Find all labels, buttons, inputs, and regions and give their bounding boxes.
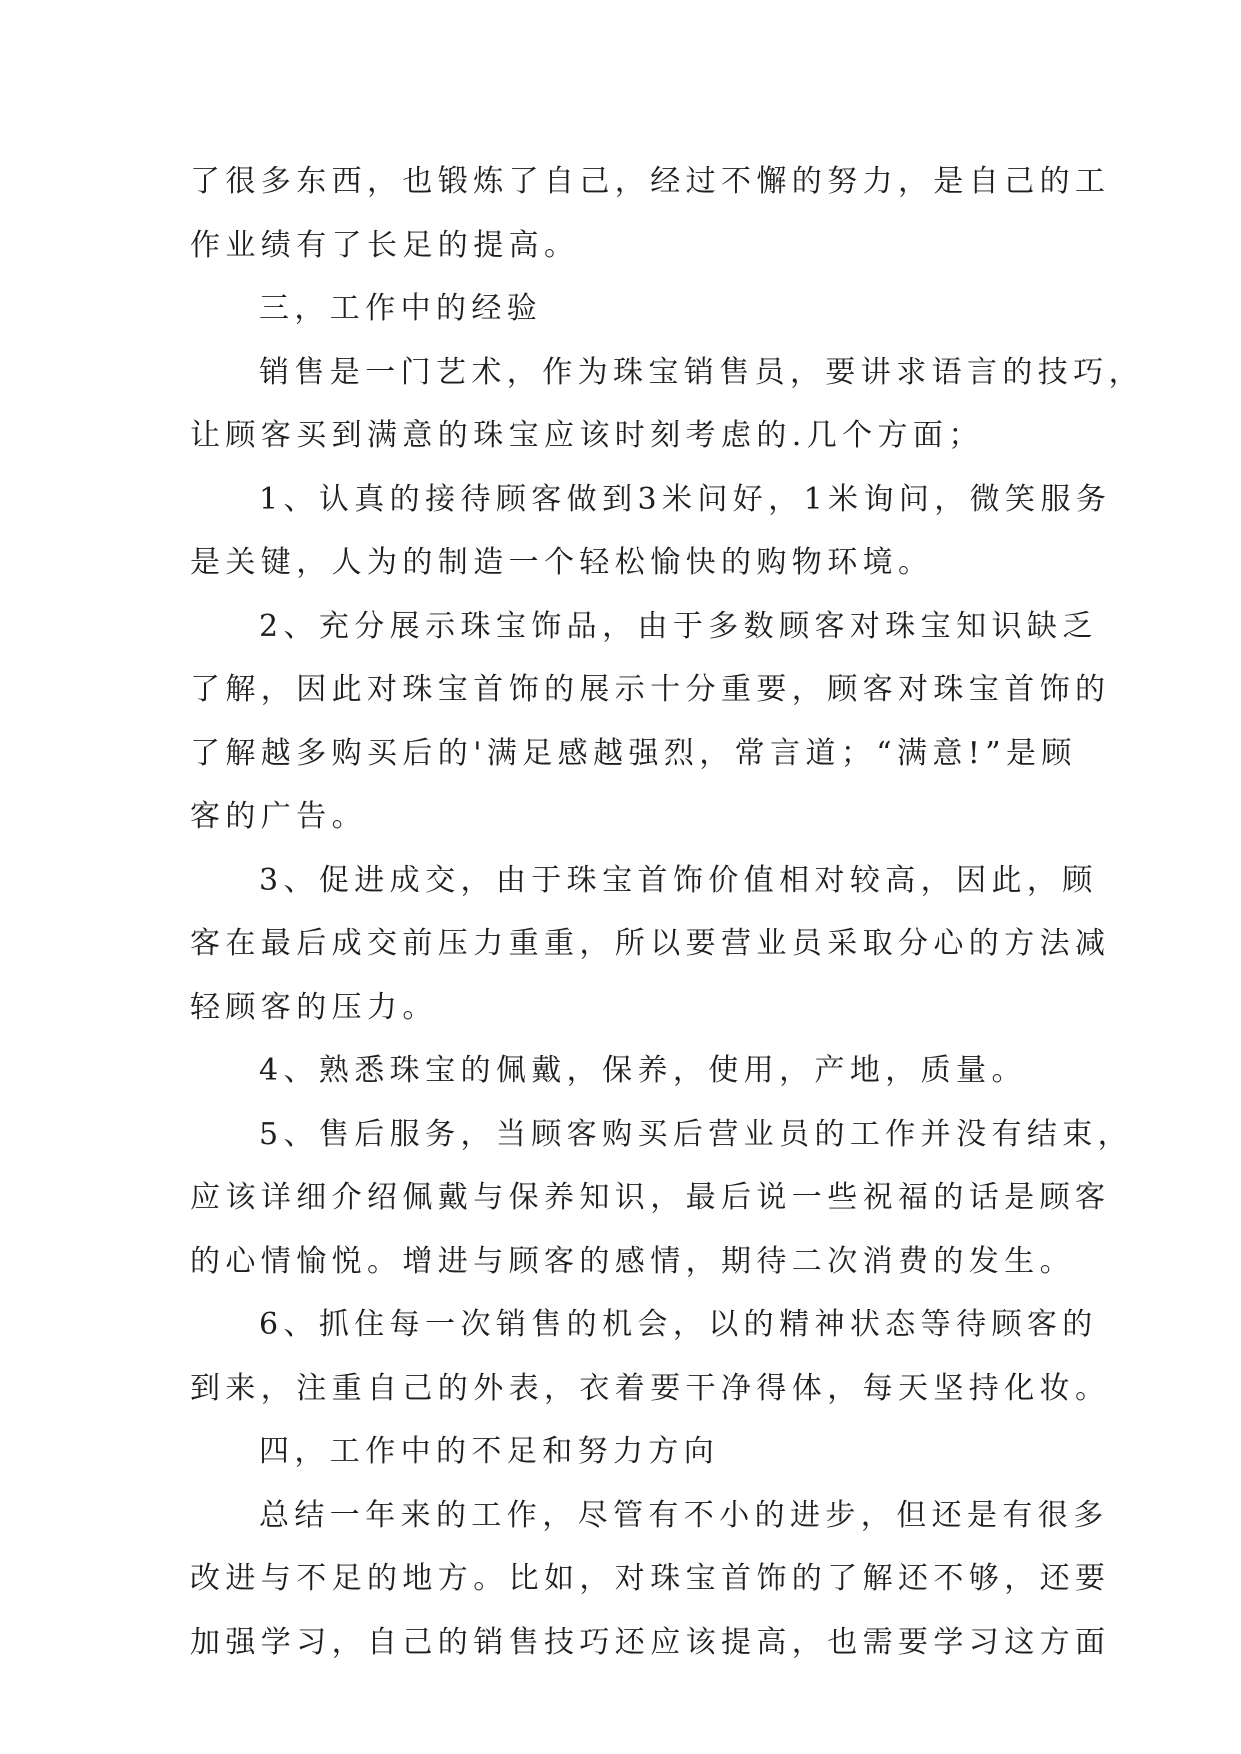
list-item-line: 6、抓住每一次销售的机会，以的精神状态等待顾客的 <box>259 1307 1098 1342</box>
list-item-line: 5、售后服务，当顾客购买后营业员的工作并没有结束， <box>259 1116 1134 1152</box>
text-line: 加强学习，自己的销售技巧还应该提高，也需要学习这方面 <box>190 1624 1111 1660</box>
text-line: 的心情愉悦。增进与顾客的感情，期待二次消费的发生。 <box>190 1243 1075 1279</box>
text-line: 应该详细介绍佩戴与保养知识，最后说一些祝福的话是顾客 <box>190 1180 1111 1215</box>
text-line: 客在最后成交前压力重重，所以要营业员采取分心的方法减 <box>190 926 1111 961</box>
list-item-line: 4、熟悉珠宝的佩戴，保养，使用，产地，质量。 <box>259 1053 1027 1088</box>
text-line: 了解，因此对珠宝首饰的展示十分重要，顾客对珠宝首饰的 <box>190 672 1111 707</box>
list-item-line: 1、认真的接待顾客做到3米问好，1米询问，微笑服务 <box>259 481 1112 517</box>
text-line: 作业绩有了长足的提高。 <box>190 227 580 263</box>
text-line: 总结一年来的工作，尽管有不小的进步，但还是有很多 <box>259 1497 1109 1533</box>
list-item-line: 2、充分展示珠宝饰品，由于多数顾客对珠宝知识缺乏 <box>259 608 1098 644</box>
text-line: 了很多东西，也锻炼了自己，经过不懈的努力，是自己的工 <box>190 164 1111 199</box>
document-body <box>190 150 1144 1674</box>
text-line: 到来，注重自己的外表，衣着要干净得体，每天坚持化妆。 <box>190 1370 1111 1406</box>
section-heading: 三，工作中的经验 <box>259 291 543 326</box>
text-line: 了解越多购买后的'满足感越强烈，常言道；“满意!”是顾 <box>190 735 1077 771</box>
text-line: 改进与不足的地方。比如，对珠宝首饰的了解还不够，还要 <box>190 1561 1111 1596</box>
text-line: 是关键，人为的制造一个轻松愉快的购物环境。 <box>190 545 934 580</box>
text-line: 轻顾客的压力。 <box>190 989 438 1025</box>
section-heading: 四，工作中的不足和努力方向 <box>259 1434 720 1469</box>
text-line: 销售是一门艺术，作为珠宝销售员，要讲求语言的技巧， <box>259 354 1144 390</box>
text-line: 让顾客买到满意的珠宝应该时刻考虑的.几个方面； <box>190 418 984 453</box>
list-item-line: 3、促进成交，由于珠宝首饰价值相对较高，因此，顾 <box>259 862 1098 898</box>
text-line: 客的广告。 <box>190 799 367 834</box>
